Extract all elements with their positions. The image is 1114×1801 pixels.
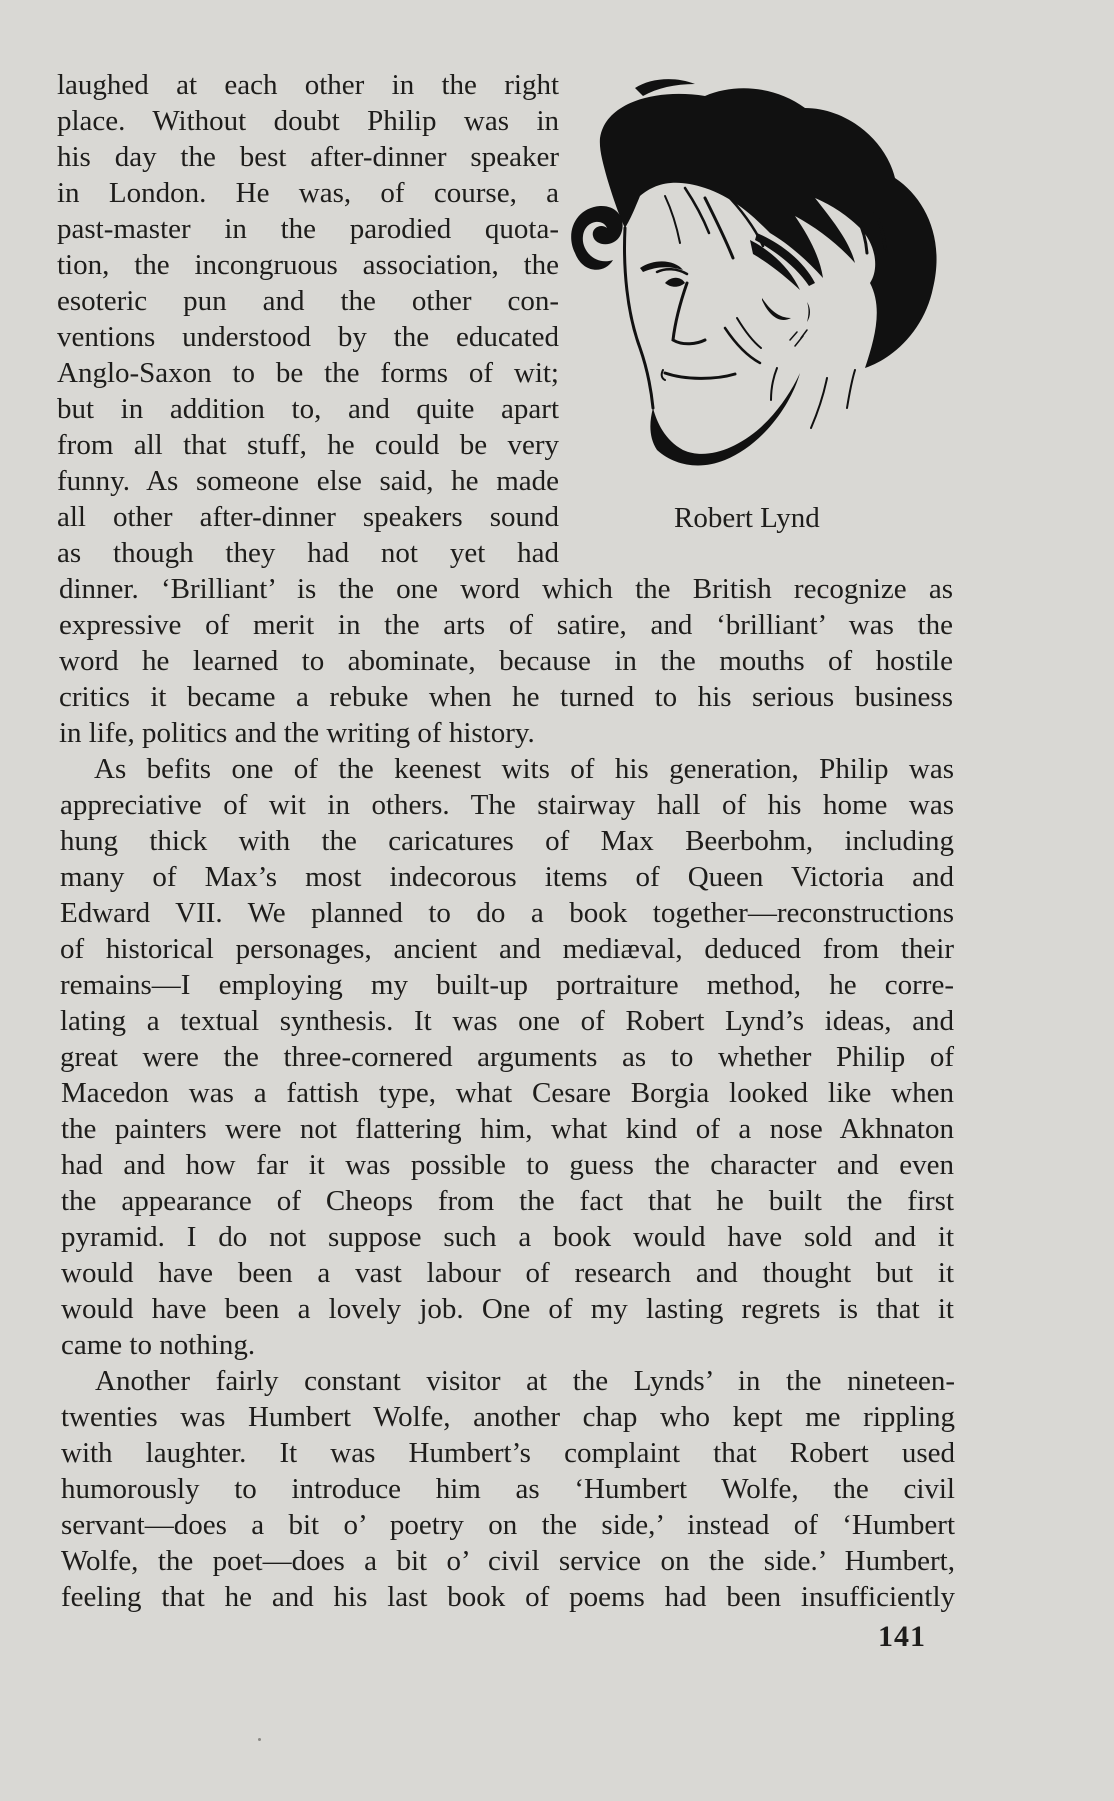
text-line: Edward VII. We planned to do a book together—reconstructions (60, 897, 954, 929)
text-line: expressive of merit in the arts of satire, and ‘brilliant’ was the (59, 609, 953, 641)
paragraph-start-line: As befits one of the keenest wits of his generation, Philip was (94, 753, 954, 785)
text-line: his day the best after-dinner speaker (57, 141, 559, 173)
text-line: the appearance of Cheops from the fact that he built the first (61, 1185, 954, 1217)
text-line: funny. As someone else said, he made (57, 465, 559, 497)
text-line: remains—I employing my built-up portraiture method, he corre- (60, 969, 954, 1001)
text-line: critics it became a rebuke when he turned to his serious business (59, 681, 953, 713)
text-line: esoteric pun and the other con- (57, 285, 559, 317)
text-line: pyramid. I do not suppose such a book would have sold and it (61, 1221, 954, 1253)
text-line: of historical personages, ancient and mediæval, deduced from their (60, 933, 954, 965)
text-line: place. Without doubt Philip was in (57, 105, 559, 137)
text-line: the painters were not flattering him, what kind of a nose Akhnaton (61, 1113, 954, 1145)
text-line: appreciative of wit in others. The stairway hall of his home was (60, 789, 954, 821)
text-line: would have been a lovely job. One of my lasting regrets is that it (61, 1293, 954, 1325)
text-line: past-master in the parodied quota- (57, 213, 559, 245)
text-line: twenties was Humbert Wolfe, another chap who kept me rippling (61, 1401, 955, 1433)
page-number: 141 (878, 1620, 926, 1653)
text-line: Macedon was a fattish type, what Cesare Borgia looked like when (61, 1077, 954, 1109)
text-line: in life, politics and the writing of history. (59, 717, 535, 749)
text-line: feeling that he and his last book of poems had been insufficiently (61, 1581, 955, 1613)
text-line: but in addition to, and quite apart (57, 393, 559, 425)
text-line: hung thick with the caricatures of Max Beerbohm, including (60, 825, 954, 857)
text-line: would have been a vast labour of research and thought but it (61, 1257, 954, 1289)
figure-caption: Robert Lynd (674, 502, 820, 534)
text-line: Anglo-Saxon to be the forms of wit; (57, 357, 559, 389)
text-line: word he learned to abominate, because in the mouths of hostile (59, 645, 953, 677)
text-line: lating a textual synthesis. It was one of Robert Lynd’s ideas, and (60, 1005, 954, 1037)
text-line: dinner. ‘Brilliant’ is the one word which the British recognize as (59, 573, 953, 605)
text-line: many of Max’s most indecorous items of Queen Victoria and (60, 861, 954, 893)
text-line: humorously to introduce him as ‘Humbert Wolfe, the civil (61, 1473, 955, 1505)
robert-lynd-caricature (565, 78, 950, 488)
text-line: with laughter. It was Humbert’s complaint that Robert used (61, 1437, 955, 1469)
text-line: servant—does a bit o’ poetry on the side,’ instead of ‘Humbert (61, 1509, 955, 1541)
text-line: had and how far it was possible to guess the character and even (61, 1149, 954, 1181)
paragraph-start-line: Another fairly constant visitor at the Lynds’ in the nineteen- (95, 1365, 955, 1397)
text-line: great were the three-cornered arguments as to whether Philip of (60, 1041, 954, 1073)
text-line: from all that stuff, he could be very (57, 429, 559, 461)
text-line: Wolfe, the poet—does a bit o’ civil service on the side.’ Humbert, (61, 1545, 955, 1577)
text-line: ventions understood by the educated (57, 321, 559, 353)
text-line: came to nothing. (61, 1329, 256, 1361)
text-line: tion, the incongruous association, the (57, 249, 559, 281)
text-line: all other after-dinner speakers sound (57, 501, 559, 533)
text-line: in London. He was, of course, a (57, 177, 559, 209)
paper-speck (258, 1738, 261, 1741)
text-line: laughed at each other in the right (57, 69, 559, 101)
text-line: as though they had not yet had (57, 537, 559, 569)
